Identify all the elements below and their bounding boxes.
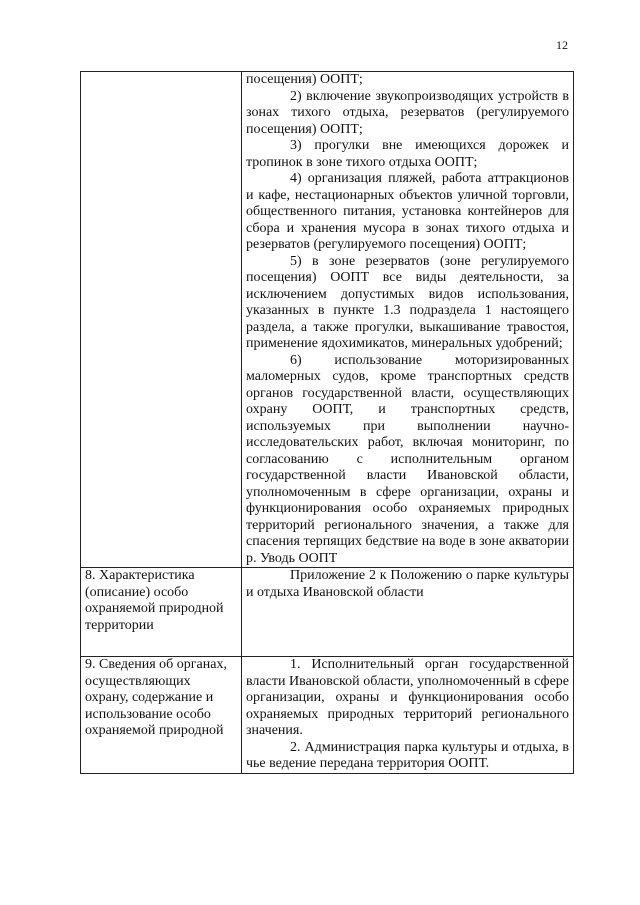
paragraph: 6) использование моторизированных маломерных судов, кроме транспортных средств органов государственной власти, осуществляющих охрану ООПТ, и транспортных средств, используемых при выполнении научно-исследовательских работ, включая мониторинг, по согласованию с исполнительным органом государственной власти Ивановской области, уполномоченным в сфере организации, охраны и функционирования особо охраняемых природных территорий регионального значения, а также для спасения терпящих бедствие на воде в зоне акватории р. Уводь ООПТ [246, 352, 569, 566]
table-row [81, 657, 574, 774]
row-label-cell: 8. Характеристика (описание) особо охраняемой природной территории [81, 568, 242, 657]
paragraph: посещения) ООПТ; [246, 72, 363, 87]
document-table [80, 71, 574, 774]
row-content-cell [242, 72, 574, 568]
paragraph: 2) включение звукопроизводящих устройств в зонах тихого отдыха, резерватов (регулируемого посещения) ООПТ; [246, 88, 569, 137]
row-label-cell: 9. Сведения об органах, осуществляющих охрану, содержание и использование особо охраняемой природной [81, 657, 242, 774]
table-row [81, 568, 574, 657]
page-number: 12 [556, 38, 568, 52]
paragraph: 2. Администрация парка культуры и отдыха, в чье ведение передана территория ООПТ. [246, 739, 569, 771]
row-label-cell [81, 72, 242, 568]
paragraph: 1. Исполнительный орган государственной власти Ивановской области, уполномоченный в сфере организации, охраны и функционирования особо охраняемых природных территорий регионального значения. [246, 657, 569, 738]
paragraph: 5) в зоне резерватов (зоне регулируемого посещения) ООПТ все виды деятельности, за исключением допустимых видов использования, указанных в пункте 1.3 подраздела 1 настоящего раздела, а также прогулки, выкашивание травостоя, применение ядохимикатов, минеральных удобрений; [246, 253, 569, 351]
row-content-cell [242, 568, 574, 657]
paragraph: 3) прогулки вне имеющихся дорожек и тропинок в зоне тихого отдыха ООПТ; [246, 138, 569, 170]
row-content-cell [242, 657, 574, 774]
paragraph: Приложение 2 к Положению о парке культуры и отдыха Ивановской области [246, 568, 569, 600]
paragraph: 4) организация пляжей, работа аттракционов и кафе, нестационарных объектов уличной торговли, общественного питания, установка контейнеров для сбора и хранения мусора в зонах тихого отдыха и резерватов (регулируемого посещения) ООПТ; [246, 171, 569, 252]
table-row [81, 72, 574, 568]
